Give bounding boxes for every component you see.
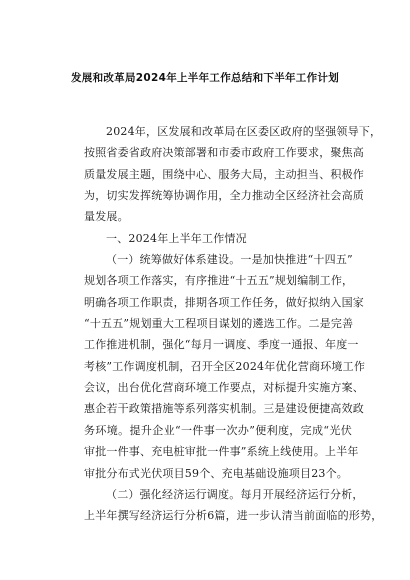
paragraph-line: 务环境。提升企业“一件事一次办”便利度，完成“光伏 — [84, 423, 352, 437]
paragraph-line: 上半年撰写经济运行分析6篇，进一步认清当前面临的形势， — [84, 509, 383, 523]
document-title: 发展和改革局2024年上半年工作总结和下半年工作计划 — [70, 72, 340, 84]
paragraph-line: 考核”工作调度机制，召开全区2024年优化营商环境工作 — [84, 359, 366, 373]
paragraph-line: 量发展。 — [84, 210, 129, 224]
paragraph-line: 按照省委省政府决策部署和市委市政府工作要求，聚焦高 — [84, 146, 364, 160]
paragraph-line: 会议，出台优化营商环境工作要点，对标提升实施方案、 — [84, 381, 364, 395]
paragraph-line: “十五五”规划重大工程项目谋划的遴选工作。二是完善 — [84, 317, 354, 331]
paragraph-line: 质量发展主题，围绕中心、服务大局，主动担当、积极作 — [84, 167, 364, 181]
paragraph-line: 工作推进机制，强化“每月一调度、季度一通报、年度一 — [84, 338, 359, 352]
paragraph-line: 2024年，区发展和改革局在区委区政府的坚强领导下， — [106, 125, 382, 138]
paragraph-line: （二）强化经济运行调度。每月开展经济运行分析， — [106, 487, 364, 501]
paragraph-line: 规划各项工作落实，有序推进“十五五”规划编制工作， — [84, 274, 354, 288]
paragraph-line: 审批一件事、充电桩审批一件事”系统上线使用。上半年 — [84, 445, 359, 459]
paragraph-line: 明确各项工作职责，排期各项工作任务，做好拟纳入国家 — [84, 295, 364, 309]
paragraph-line: 审批分布式光伏项目59个、充电基础设施项目23个。 — [84, 466, 348, 480]
paragraph-line: 为，切实发挥统筹协调作用，全力推动全区经济社会高质 — [84, 189, 364, 203]
document-body — [84, 121, 383, 527]
section-heading: 一、2024年上半年工作情况 — [106, 231, 247, 245]
paragraph-line: （一）统筹做好体系建设。一是加快推进“十四五” — [106, 253, 353, 267]
paragraph-line: 惠企若干政策措施等系列落实机制。三是建设便捷高效政 — [84, 402, 364, 416]
